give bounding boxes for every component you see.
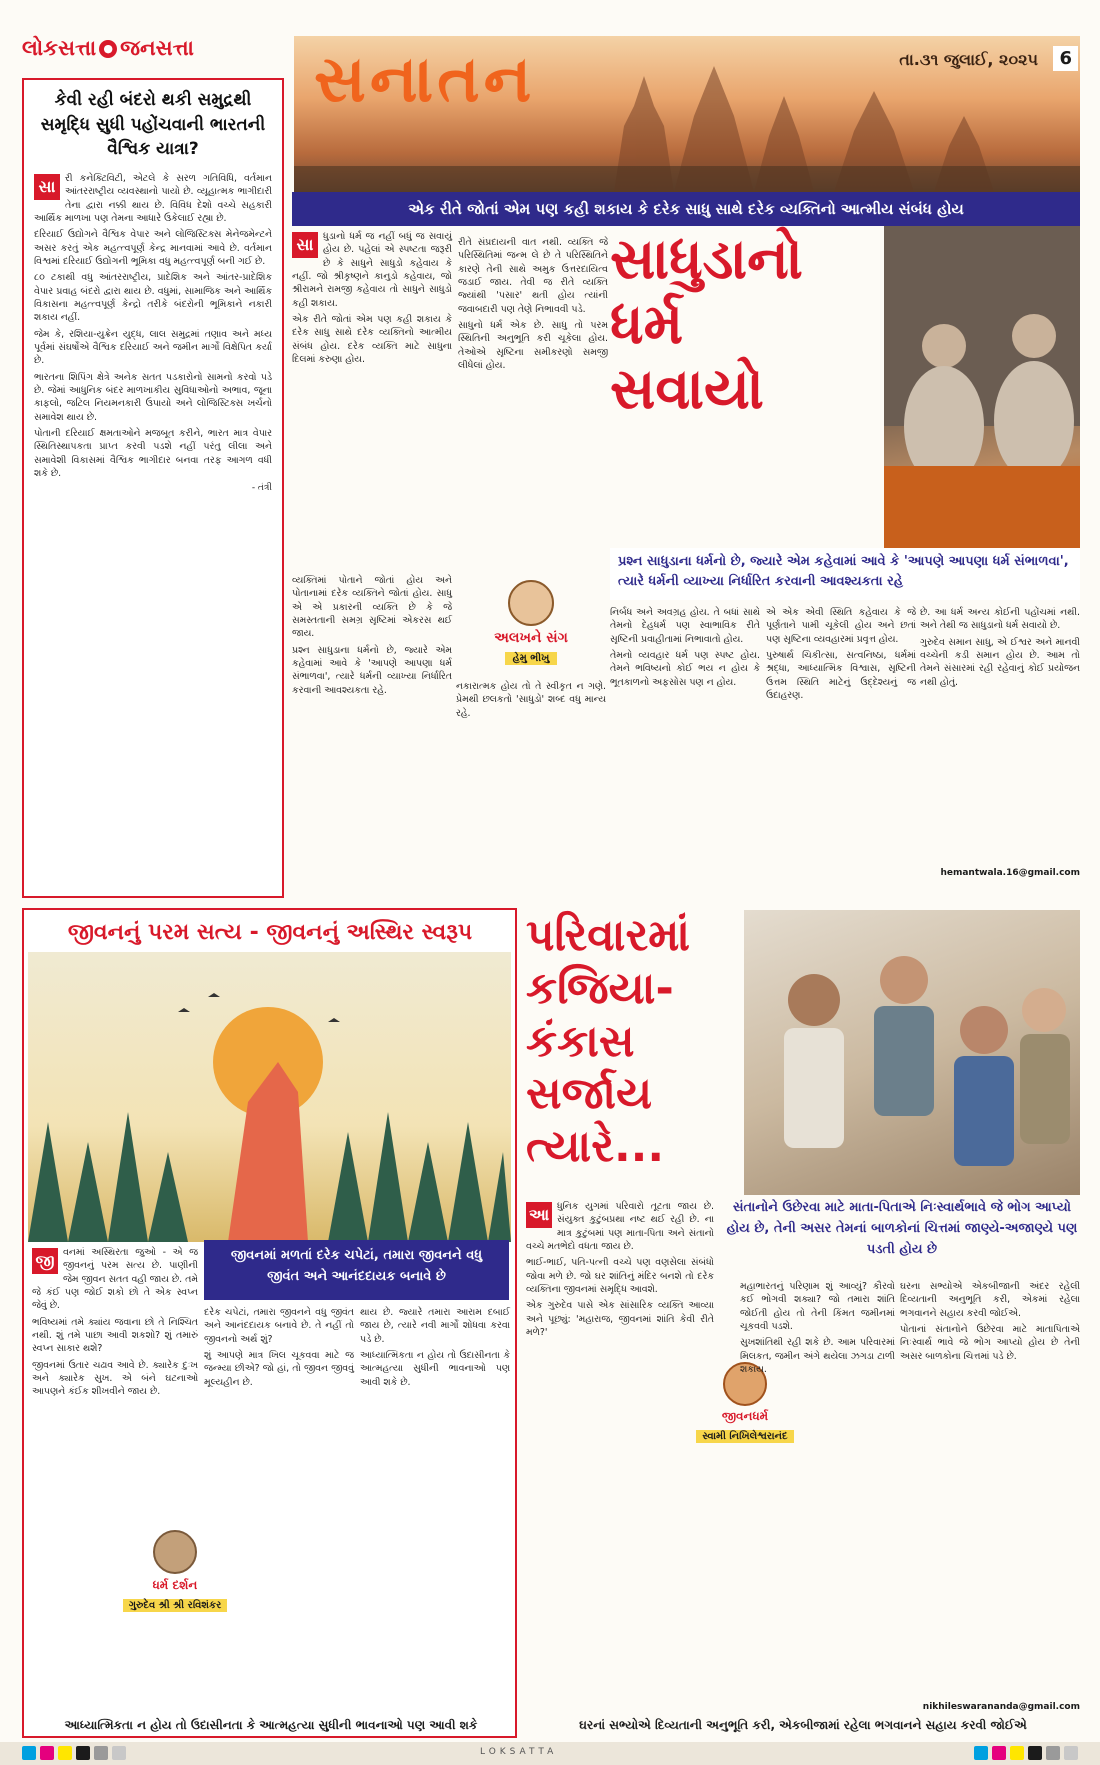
story1-column <box>920 606 1080 866</box>
left-paragraph: દરિયાઈ ઉદ્યોગને વૈશ્વિક વેપાર અને લોજિસ્ટિક્સ મેનેજમેન્ટને અસર કરતું એક મહત્ત્વપૂર્ણ કેન્દ્ર માનવામાં આવે છે. વર્તમાન વિશ્વમાં દરિયાઈ ઉદ્યોગની ભૂમિકા વધુ મહત્ત્વપૂર્ણ બની ગઈ છે. <box>34 229 272 267</box>
author-name: સ્વામી નિખિલેશ્વરાનંદ <box>696 1430 793 1443</box>
story1-column <box>766 606 916 866</box>
family-argument-photo <box>744 910 1080 1195</box>
story2-paragraph: જીવનમાં ઉતાર ચઢાવ આવે છે. ક્યારેક દુઃખ અને ક્યારેક સુખ. એ બંને ઘટનાઓ આપણને કંઈક શીખવીને જાય છે. <box>32 1359 198 1398</box>
story1-paragraph: સાધુનો ધર્મ એક છે. સાધુ તો પરમ સ્થિતિની અનુભૂતિ કરી ચૂકેલા હોય. તેઓએ સૃષ્ટિના સમીકરણો સમજી લીધેલાં હોય. <box>458 320 608 372</box>
story2-illustration <box>28 952 511 1242</box>
story1-paragraph: ધુડાનો ધર્મ જ નહીં બધું જ સવાયું હોય છે. પહેલાં એ સ્પષ્ટતા જરૂરી છે કે સાધુને સાધુડો કહેવાય કે નહીં. જો શ્રીકૃષ્ણને કાનુડો કહેવાય, જો શ્રીરામને રામજી કહેવાય તો સાધુને સાધુડો કહી શકાય. <box>292 231 452 309</box>
newspaper-logo[interactable] <box>22 36 194 61</box>
dropcap: સા <box>34 174 60 200</box>
story1-paragraph: પુરુષાર્થ ચિકીત્સા, સત્વનિષ્ઠા, ધર્મમાં શ્રદ્ધા, આધ્યાત્મિક વિશ્વાસ, સૃષ્ટિની ઉત્તમ સ્થિતિ માટેનું ઉદ્દેશ્યનું જ ઉદાહરણ. <box>766 650 916 702</box>
issue-date: તા.૩૧ જુલાઈ, ૨૦૨૫ <box>899 50 1038 69</box>
logo-right: જનસત્તા <box>120 36 194 60</box>
section-title: સનાતન <box>314 42 536 117</box>
registration-swatch <box>1046 1746 1060 1760</box>
column-title: અલખને સંગ <box>494 630 568 646</box>
story1-paragraph: ગુરુદેવ સમાન સાધુ, એ ઈશ્વર અને માનવી વચ્ચેની કડી સમાન હોય છે. આમ તો તેમને સંસારમાં રહી રહેવાનું કોઈ પ્રયોજન નથી હોતું. <box>920 636 1080 688</box>
registration-swatch <box>94 1746 108 1760</box>
author-name: ગુરુદેવ શ્રી શ્રી રવિશંકર <box>123 1599 228 1612</box>
story2-paragraph: થાય છે. જ્યારે તમારા આરામ દબાઈ જાય છે, ત્યારે નવી માર્ગો શોધવા કરવા પડે છે. <box>360 1307 510 1345</box>
story2-paragraph: વનમાં અસ્થિરતા જુઓ - એ જ જીવનનું પરમ સત્ય છે. પાણીની જેમ જીવન સતત વહી જાય છે. તમે જે કંઈ પણ જોઈ શકો છો તે એક સ્વપ્ન જેવું છે. <box>32 1247 198 1312</box>
story1-paragraph: વ્યક્તિમાં પોતાને જોતાં હોય અને પોતાનામાં દરેક વ્યક્તિને જોતાં હોય. સાધુ એ એ પ્રકારની વ્યક્તિ છે કે જે સમસ્તતાની સમગ્ર સૃષ્ટિમાં એકરસ થઈ જાય. <box>292 575 452 640</box>
story1-column <box>292 230 452 570</box>
headline-line: ત્યારે... <box>526 1121 665 1173</box>
story2-column <box>360 1306 510 1716</box>
author-name: હેમુ ભીખુ <box>505 652 558 665</box>
page-number: 6 <box>1053 46 1078 71</box>
story2-paragraph: ભવિષ્યમાં તમે ક્યાંય જવાના છો તે નિશ્ચિત નથી. શું તમે પાછા આવી શકશો? શું તમારું સ્વપ્ન સાકાર થશે? <box>32 1316 198 1355</box>
story3-paragraph: ઘરના સભ્યોએ એકબીજાની અંદર રહેલી દિવ્યતાની અનુભૂતિ કરી, એકમાં રહેલા ભગવાનને સહાય કરવી જોઈએ. <box>900 1281 1080 1319</box>
registration-swatch <box>40 1746 54 1760</box>
story3-paragraph: ભાઈ-ભાઈ, પતિ-પત્ની વચ્ચે પણ વણસેલા સંબંધો જોવા મળે છે. જો ઘર શાંતિનું મંદિર બનશે તો દરેક વ્યક્તિના જીવનમાં સમૃદ્ધિ આવશે. <box>526 1257 714 1296</box>
sadhu-photo <box>884 226 1080 561</box>
story1-column <box>458 236 608 576</box>
story1-column <box>456 680 606 870</box>
registration-text: LOKSATTA <box>480 1747 558 1757</box>
story3-paragraph: પોતાનાં સંતાનોને ઉછેરવા માટે માતાપિતાએ નિઃસ્વાર્થ ભાવે જે ભોગ આપ્યો હોય છે તેની અસર બાળકોના ચિત્તમાં પડે છે. <box>900 1324 1080 1362</box>
left-headline[interactable]: કેવી રહી બંદરો થકી સમુદ્રથી સમૃદ્ધિ સુધી પહોંચવાની ભારતની વૈશ્વિક યાત્રા? <box>40 90 266 160</box>
registration-swatch <box>76 1746 90 1760</box>
story1-paragraph: એ એક એવી સ્થિતિ કહેવાય કે જે પૂર્ણતાને પામી ચૂકેલી હોય અને છતાં પણ સૃષ્ટિના વ્યવહારમાં પ્રવૃત્ત હોય. <box>766 607 916 645</box>
headline-line: કજિયા- <box>526 962 674 1014</box>
story2-title[interactable]: જીવનનું પરમ સત્ય - જીવનનું અસ્થિર સ્વરૂપ <box>67 920 473 945</box>
section-hero-banner <box>294 36 1080 192</box>
story3-footer-quote: ઘરનાં સભ્યોએ દિવ્યતાની અનુભૂતિ કરી, એકબીજામાં રહેલા ભગવાનને સહાય કરવી જોઈએ <box>579 1718 1027 1732</box>
headline-line: સર્જાય <box>526 1068 653 1120</box>
story1-paragraph: નિર્બધ અને અવગ્રહ હોય. તે બધાં સાથે તેમનો દેહધર્મ પણ સ્વાભાવિક રીતે સૃષ્ટિની પ્રવાહીતામાં નિભાવાતો હોય. <box>610 607 760 645</box>
story2-footer-quote: આધ્યાત્મિકતા ન હોય તો ઉદાસીનતા કે આત્મહત્યા સુધીની ભાવનાઓ પણ આવી શકે <box>64 1718 478 1732</box>
story3-paragraph: એક ગુરુદેવ પાસે એક સાંસારિક વ્યક્તિ આવ્યા અને પૂછ્યું: 'મહારાજ, જીવનમાં શાંતિ કેવી રીતે મળે?' <box>526 1300 714 1339</box>
dropcap: સા <box>292 232 318 258</box>
story1-headline[interactable] <box>610 228 880 423</box>
author-avatar <box>153 1530 197 1574</box>
column-badge <box>456 580 606 674</box>
column-title: જીવનધર્મ <box>721 1409 769 1423</box>
story1-paragraph: તેમનો વ્યવહાર ધર્મ પણ સ્પષ્ટ હોય. તેમને ભવિષ્યનો કોઈ ભય ન હોય કે ભૂતકાળનો અફસોસ પણ ન હોય. <box>610 650 760 688</box>
story3-headline[interactable] <box>526 910 736 1174</box>
story1-caption: પ્રશ્ન સાધુડાના ધર્મનો છે, જ્યારે એમ કહેવામાં આવે કે 'આપણે આપણા ધર્મ સંભાળવા', ત્યારે ધર્મની વ્યાખ્યા નિર્ધારિત કરવાની આવશ્યકતા રહે <box>610 548 1080 600</box>
logo-left: લોકસત્તા <box>22 36 97 60</box>
story3-subhead: સંતાનોને ઉછેરવા માટે માતા-પિતાએ નિઃસ્વાર્થભાવે જે ભોગ આપ્યો હોય છે, તેની અસર તેમનાં બાળકોનાં ચિત્તમાં જાણ્યે-અજાણ્યે પણ પડતી હોય છે <box>726 1200 1078 1257</box>
registration-swatch <box>112 1746 126 1760</box>
story3-paragraph: મહાભારતનું પરિણામ શું આવ્યું? કૌરવો કઈ ભોગવી શક્યા? જો તમારા શાંતિ જોઈતી હોય તો તેની કિંમત જમીનમાં ચૂકવવી પડશે. <box>740 1281 895 1333</box>
left-paragraph: પોતાની દરિયાઈ ક્ષમતાઓને મજબૂત કરીને, ભારત માત્ર વેપાર સ્થિતિસ્થાપકતા પ્રાપ્ત કરવી પડશે નહીં પરંતુ લીલા અને સમાવેશી વિકાસમાં વૈશ્વિક ભાગીદાર બનવા તરફ આગળ વધી શકે છે. <box>34 428 272 480</box>
dropcap: આ <box>526 1202 552 1228</box>
story1-paragraph: એક રીતે જોતાં એમ પણ કહી શકાય કે દરેક સાધુ સાથે દરેક વ્યક્તિનો આત્મીય સંબંધ હોય. દરેક વ્યક્તિ માટે સાધુના દિલમાં કરુણા હોય. <box>292 314 452 366</box>
story3-column <box>900 1280 1080 1700</box>
family-figures-illustration <box>744 910 1080 1195</box>
left-paragraph: ભારતના શિપિંગ ક્ષેત્રે અનેક સતત પડકારોનો સામનો કરવો પડે છે. જેમાં આધુનિક બંદર માળખાકીય સુવિધાઓનો અભાવ, જૂના કાફલો, જટિલ નિયમનકારી ઉપાયો અને લોજિસ્ટિક્સ ખર્ચનો સમાવેશ થાય છે. <box>34 371 272 423</box>
registration-swatch <box>1028 1746 1042 1760</box>
registration-swatch <box>1010 1746 1024 1760</box>
registration-swatch <box>992 1746 1006 1760</box>
author-email[interactable]: nikhileswarananda@gmail.com <box>922 1702 1080 1712</box>
story3-column <box>740 1280 895 1700</box>
registration-swatch <box>22 1746 36 1760</box>
left-paragraph: ૮૦ ટકાથી વધુ આંતરરાષ્ટ્રીય, પ્રાદેશિક અને આંતર-પ્રાદેશિક વેપાર પ્રવાહ બંદરો દ્વારા થાય છે. વધુમાં, સામાજિક અને આર્થિક વિકાસના મહત્ત્વપૂર્ણ કેન્દ્રો તરીકે બંદરોની ભૂમિકાને નકારી શકાય નહીં. <box>34 272 272 324</box>
story3-paragraph: ધુનિક યુગમાં પરિવારો તૂટતા જાય છે. સંયુક્ત કુટુંબપ્રથા નષ્ટ થઈ રહી છે. ના માત્ર કુટુંબમાં પણ માતા-પિતા અને સંતાનો વચ્ચે મતભેદો વધતા જાય છે. <box>526 1201 714 1253</box>
color-swatches-right <box>972 1742 1080 1765</box>
story1-column <box>610 606 760 866</box>
author-avatar <box>508 580 554 626</box>
column-badge <box>110 1530 240 1612</box>
headline-line: પરિવારમાં <box>526 910 691 961</box>
story1-paragraph: નકારાત્મક હોય તો તે સ્વીકૃત ન ગણે. પ્રેમથી છલકતો 'સાધુડો' શબ્દ વધુ માન્ય રહે. <box>456 681 606 719</box>
hand-and-forest-illustration <box>28 952 511 1242</box>
story2-column <box>204 1306 354 1716</box>
story1-column <box>292 574 452 874</box>
story3-column <box>526 1200 714 1700</box>
story2-subhead: જીવનમાં મળતાં દરેક ચપેટાં, તમારા જીવનને વધુ જીવંત અને આનંદદાયક બનાવે છે <box>204 1240 509 1300</box>
story1-paragraph: રીતે સંપ્રદાયની વાત નથી. વ્યક્તિ જે પરિસ્થિતિમાં જન્મ લે છે તે પરિસ્થિતિને કારણે તેની સાથે અમુક ઉત્તરદાયિત્વ જડાઈ જાય. તેવી જ રીતે વ્યક્તિ જ્યાંથી 'પસાર' થતી હોય ત્યાંની જવાબદારી પણ તેણે નિભાવવી પડે. <box>458 237 608 315</box>
left-editorial-box <box>22 78 284 898</box>
registration-swatch <box>974 1746 988 1760</box>
color-swatches-left <box>20 1742 128 1765</box>
registration-swatch <box>1064 1746 1078 1760</box>
headline-line: સાધુડાનો <box>610 227 803 292</box>
story2-paragraph: શું આપણે માત્ર ખિલ ચૂકવવા માટે જ જન્મ્યા છીએ? જો હાં, તો જીવન જીવવું મૂલ્યહીન છે. <box>204 1350 354 1388</box>
pin-icon: ● <box>99 40 117 58</box>
story3-paragraph: સુખશાંતિથી રહી શકે છે. આમ પરિવારમાં મિલકત, જમીન અંગે થયેલા ઝગડા ટાળી શકાય. <box>740 1337 895 1376</box>
sadhu-figures-illustration <box>884 226 1080 561</box>
story2-paragraph: દરેક ચપેટાં, તમારા જીવનને વધુ જીવંત અને આનંદદાયક બનાવે છે. તે નહીં તો જીવનનો અર્થ શું? <box>204 1307 354 1345</box>
headline-line: ધર્મ <box>610 291 684 357</box>
author-email[interactable]: hemantwala.16@gmail.com <box>940 868 1080 878</box>
story1-paragraph: પ્રશ્ન સાધુડાના ધર્મનો છે, જ્યારે એમ કહેવામાં આવે કે 'આપણે આપણા ધર્મ સંભાળવા', ત્યારે ધર્મની વ્યાખ્યા નિર્ધારિત કરવાની આવશ્યકતા રહે. <box>292 644 452 696</box>
left-paragraph: જેમ કે, રશિયા-યુક્રેન યુદ્ધ, લાલ સમુદ્રમાં તણાવ અને મધ્ય પૂર્વમાં સંઘર્ષોએ વૈશ્વિક દરિયાઈ અને જમીન માર્ગો વિક્ષેપિત કર્યા છે. <box>34 328 272 367</box>
story1-paragraph: છે. આ ધર્મ અન્ય કોઈની પહોંચમાં નથી. અને તેથી જ સાધુડાનો ધર્મ સવાયો છે. <box>920 607 1080 632</box>
left-paragraph: રી કનેક્ટિવિટી, એટલે કે સરળ ગતિવિધિ, વર્તમાન આંતરરાષ્ટ્રીય વ્યવસ્થાનો પાયો છે. વ્યૂહાત્મક ભાગીદારી તેના દ્વારા નક્કી થાય છે. વિવિધ દેશો વચ્ચે સહકારી આર્થિક માળખા પણ તેમના આધારે ઉકેલાઈ રહ્યા છે. <box>34 172 272 224</box>
story2-column <box>32 1246 198 1716</box>
registration-swatch <box>58 1746 72 1760</box>
headline-line: કંકાસ <box>526 1015 635 1067</box>
column-title: ધર્મ દર્શન <box>152 1578 198 1592</box>
story2-paragraph: આધ્યાત્મિકતા ન હોય તો ઉદાસીનતા કે આત્મહત્યા સુધીની ભાવનાઓ પણ આવી શકે છે. <box>360 1350 510 1388</box>
story-kicker-band: એક રીતે જોતાં એમ પણ કહી શકાય કે દરેક સાધુ સાથે દરેક વ્યક્તિનો આત્મીય સંબંધ હોય <box>292 192 1080 226</box>
byline: - તંત્રી <box>251 483 272 494</box>
headline-line: સવાયો <box>610 356 764 422</box>
dropcap: જી <box>32 1248 58 1274</box>
